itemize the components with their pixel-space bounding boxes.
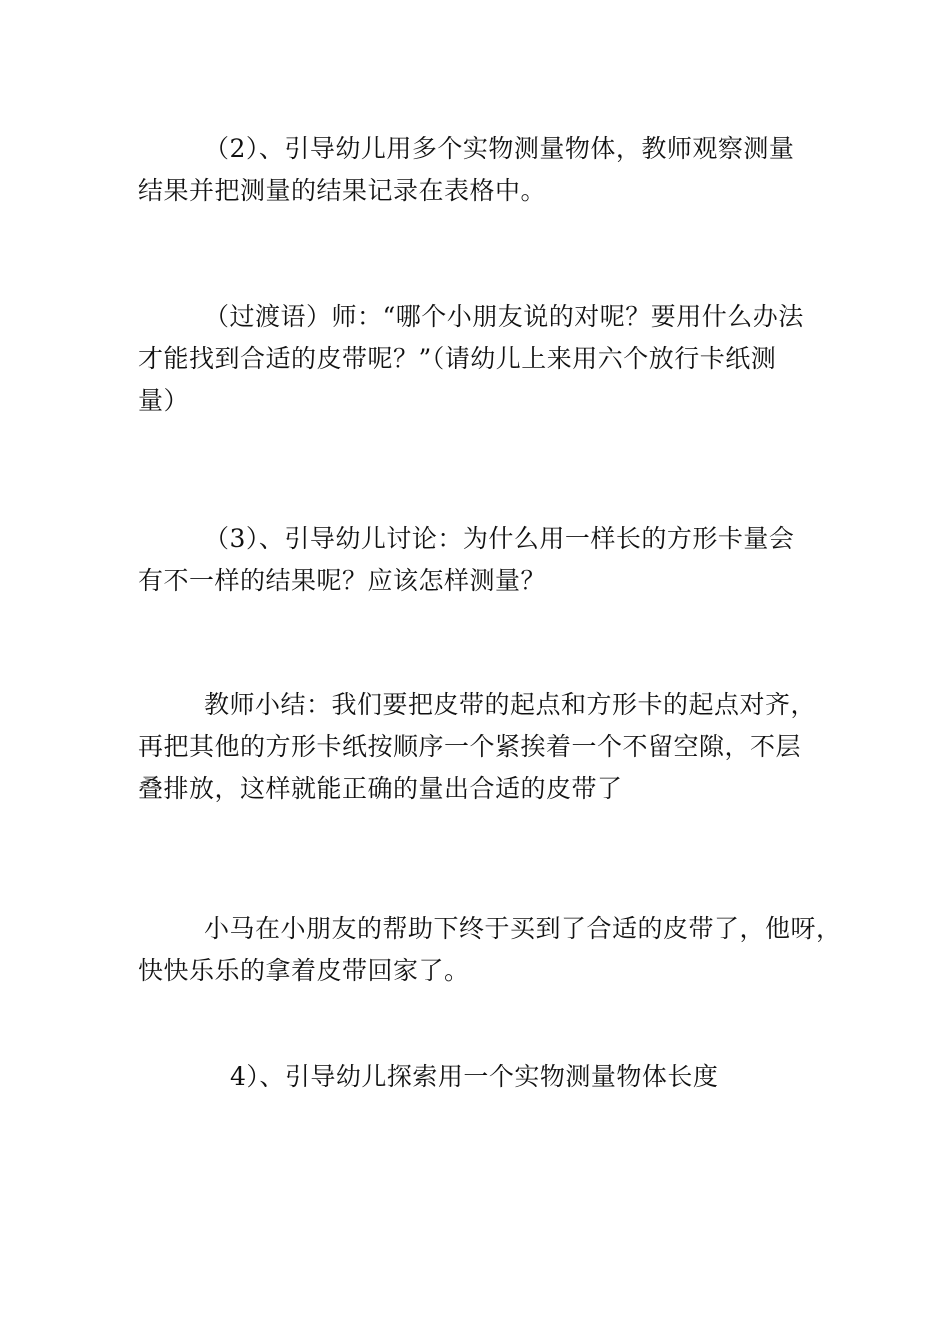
paragraph-line: 才能找到合适的皮带呢？”（请幼儿上来用六个放行卡纸测 xyxy=(138,344,777,373)
paragraph-line: 量） xyxy=(138,386,190,415)
paragraph-line: 教师小结：我们要把皮带的起点和方形卡的起点对齐， xyxy=(204,690,817,719)
paragraph-step-3 xyxy=(138,518,838,602)
paragraph-line: 再把其他的方形卡纸按顺序一个紧挨着一个不留空隙，不层 xyxy=(138,732,802,761)
paragraph-step-2 xyxy=(138,128,838,212)
paragraph-story-ending xyxy=(138,908,842,992)
paragraph-line: 有不一样的结果呢？应该怎样测量？ xyxy=(138,566,547,595)
paragraph-line: 4）、引导幼儿探索用一个实物测量物体长度 xyxy=(230,1062,719,1091)
paragraph-line: （3）、引导幼儿讨论：为什么用一样长的方形卡量会 xyxy=(204,524,795,553)
paragraph-transition xyxy=(138,296,838,422)
paragraph-line: 小马在小朋友的帮助下终于买到了合适的皮带了，他呀， xyxy=(204,914,842,943)
paragraph-step-4 xyxy=(138,1056,838,1098)
paragraph-teacher-summary xyxy=(138,684,838,810)
paragraph-line: 快快乐乐的拿着皮带回家了。 xyxy=(138,956,470,985)
paragraph-line: 结果并把测量的结果记录在表格中。 xyxy=(138,176,547,205)
paragraph-line: 叠排放，这样就能正确的量出合适的皮带了 xyxy=(138,774,623,803)
paragraph-line: （过渡语）师：“哪个小朋友说的对呢？要用什么办法 xyxy=(204,302,804,331)
paragraph-line: （2）、引导幼儿用多个实物测量物体，教师观察测量 xyxy=(204,134,795,163)
